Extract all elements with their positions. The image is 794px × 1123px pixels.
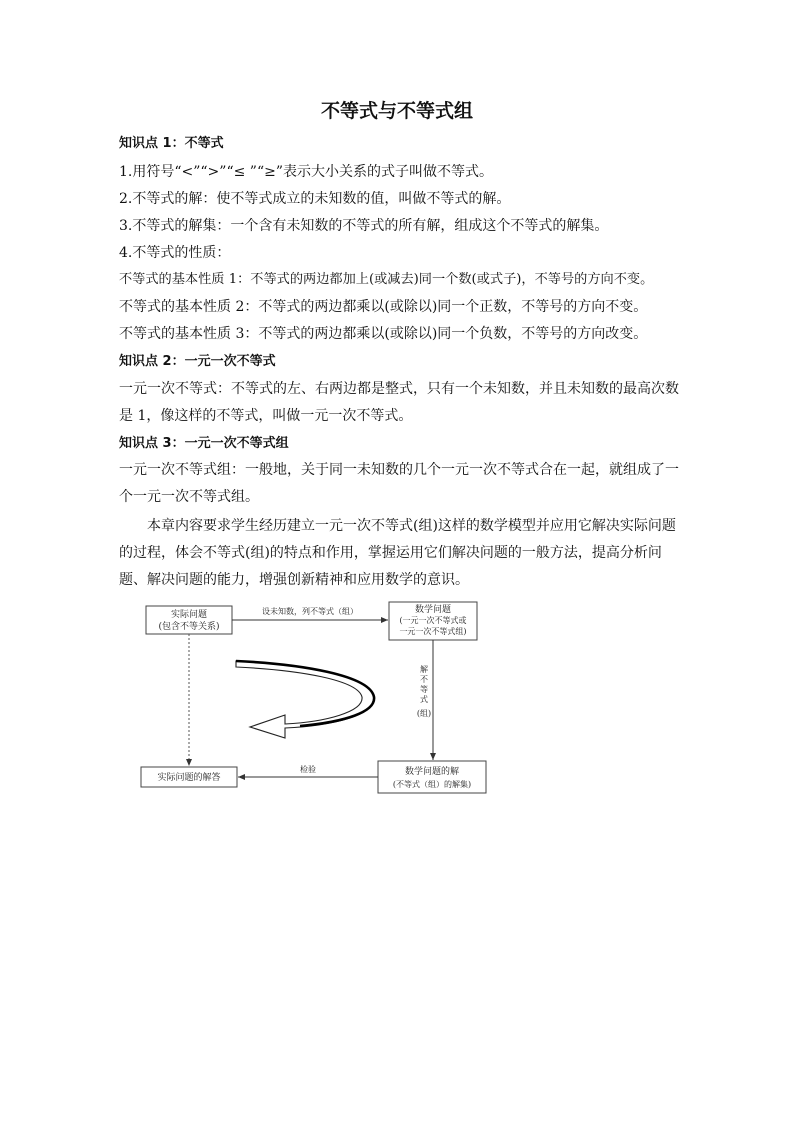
section2-text: 一元一次不等式：不等式的左、右两边都是整式，只有一个未知数，并且未知数的最高次数是 1，像这样的不等式，叫做一元一次不等式。	[119, 381, 679, 424]
summary-paragraph: 本章内容要求学生经历建立一元一次不等式(组)这样的数学模型并应用它解决实际问题的过程，体会不等式(组)的特点和作用，掌握运用它们解决问题的一般方法，提高分析问题、解决问题的能力，增强创新精神和应用数学的意识。	[119, 518, 676, 588]
arrow-bottom-label: 检验	[300, 765, 316, 774]
section2-heading: 知识点 2：一元一次不等式	[119, 354, 276, 369]
box-math-problem-line3: 一元一次不等式组)	[399, 627, 467, 636]
section1-item-1: 1.用符号“<”“>”“≤ ”“≥”表示大小关系的式子叫做不等式。	[119, 164, 493, 180]
arrow-right-label-3: 等	[420, 685, 428, 694]
property-2: 不等式的基本性质 2：不等式的两边都乘以(或除以)同一个正数，不等号的方向不变。	[119, 299, 648, 315]
section1-heading: 知识点 1：不等式	[119, 136, 224, 151]
box-real-problem-line1: 实际问题	[170, 610, 208, 620]
section1-item-2: 2.不等式的解：使不等式成立的未知数的值，叫做不等式的解。	[119, 191, 511, 207]
box-math-problem-line2: (一元一次不等式或	[399, 616, 467, 625]
arrow-right-label-2: 不	[420, 675, 428, 684]
section3-text: 一元一次不等式组：一般地，关于同一未知数的几个一元一次不等式合在一起，就组成了一个一元一次不等式组。	[119, 462, 679, 505]
box-math-problem-line1: 数学问题	[414, 605, 452, 615]
box-math-solution-line1: 数学问题的解	[404, 767, 460, 777]
arrow-right-label-4: 式	[420, 695, 428, 704]
section1-item-3: 3.不等式的解集：一个含有未知数的不等式的所有解，组成这个不等式的解集。	[119, 218, 609, 234]
arrow-right-label-1: 解	[420, 665, 428, 674]
arrow-top-label: 设未知数，列不等式（组）	[262, 607, 358, 616]
box-math-solution-line2: (不等式（组）的解集)	[392, 780, 472, 789]
property-3: 不等式的基本性质 3：不等式的两边都乘以(或除以)同一个负数，不等号的方向改变。	[119, 326, 648, 342]
property-1: 不等式的基本性质 1：不等式的两边都加上(或减去)同一个数(或式子)，不等号的方向不变。	[119, 272, 654, 287]
box-real-problem-line2: (包含不等关系)	[158, 622, 220, 632]
page-title: 不等式与不等式组	[320, 100, 473, 122]
arrow-right-label-5: (组)	[416, 709, 432, 718]
curved-arrow-icon	[236, 661, 374, 738]
box-real-answer-text: 实际问题的解答	[157, 773, 221, 783]
section1-item-4: 4.不等式的性质：	[119, 245, 231, 261]
section3-heading: 知识点 3：一元一次不等式组	[119, 436, 289, 451]
